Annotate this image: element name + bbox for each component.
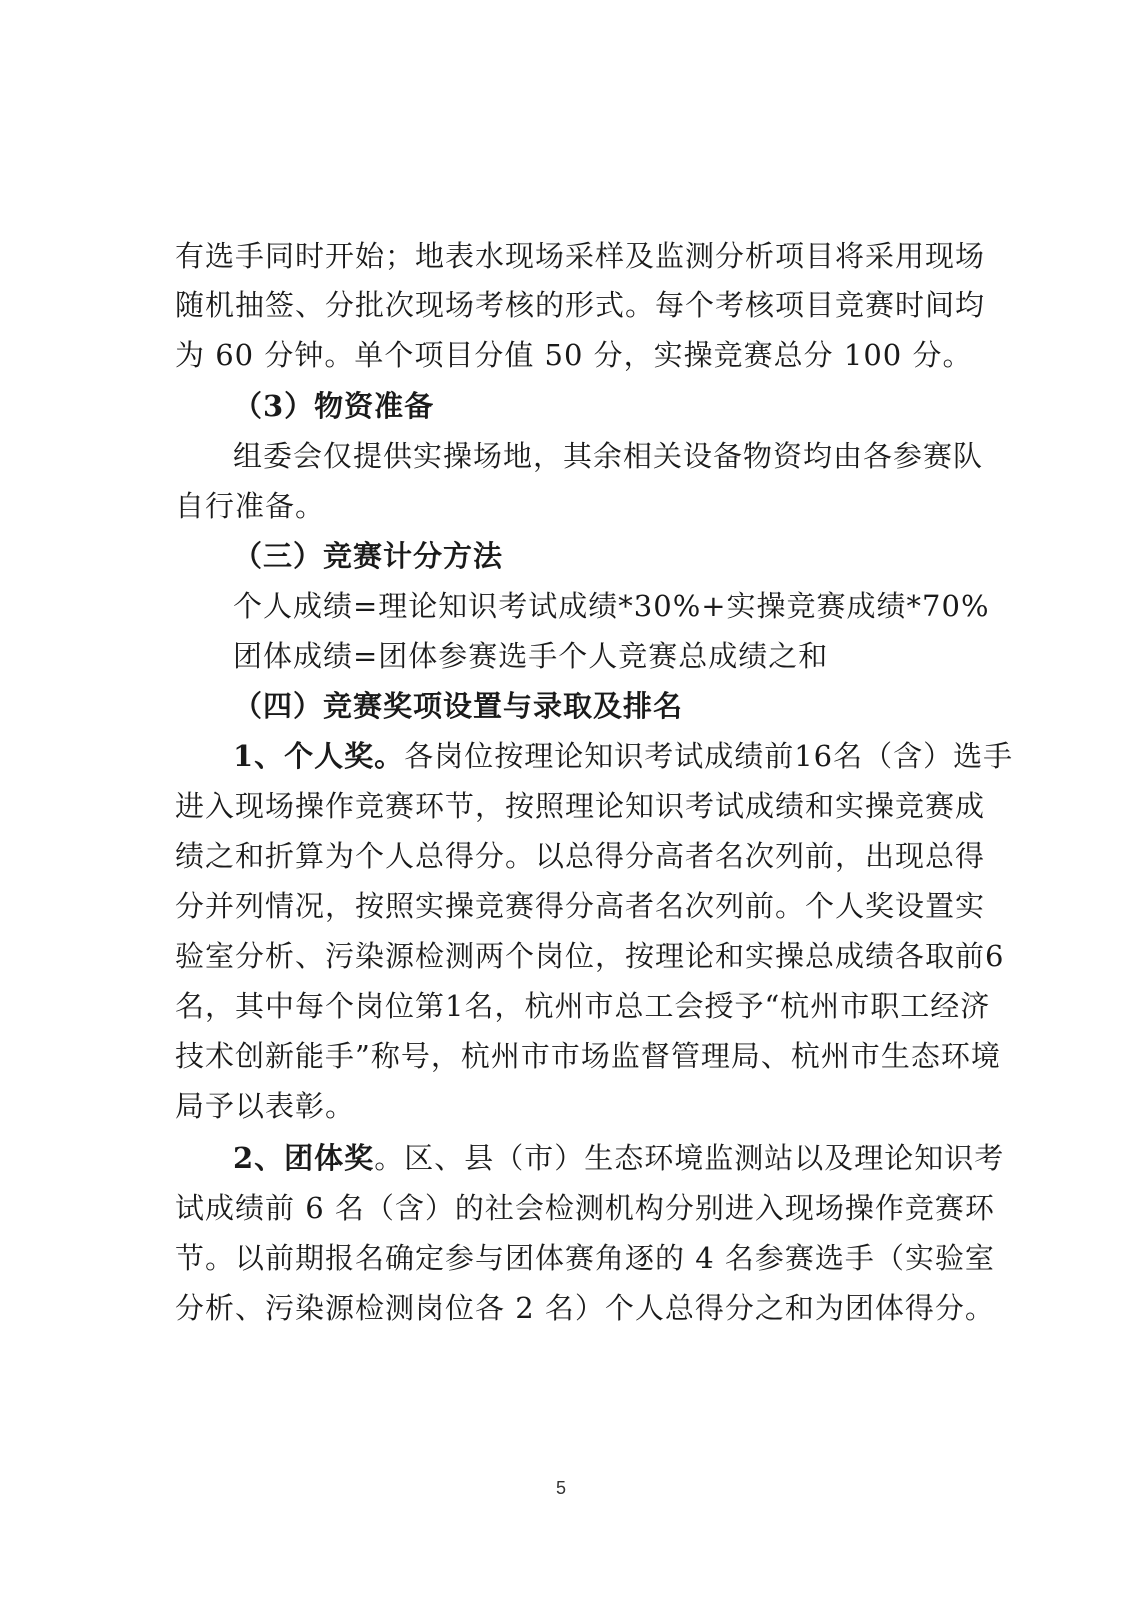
award-individual-label: 1、个人奖。 bbox=[233, 739, 405, 773]
award-individual-line4: 分并列情况，按照实操竞赛得分高者名次列前。个人奖设置实 bbox=[175, 889, 986, 923]
award-team-line4: 分析、污染源检测岗位各 2 名）个人总得分之和为团体得分。 bbox=[175, 1291, 995, 1325]
award-team-line1 bbox=[233, 1140, 1004, 1176]
para-materials-line1: 组委会仅提供实操场地，其余相关设备物资均由各参赛队 bbox=[233, 439, 984, 473]
scoring-individual: 个人成绩=理论知识考试成绩*30%+实操竞赛成绩*70% bbox=[233, 589, 990, 623]
award-individual-line6: 名，其中每个岗位第1名，杭州市总工会授予“杭州市职工经济 bbox=[175, 989, 991, 1023]
award-individual-line1-text: 各岗位按理论知识考试成绩前16名（含）选手 bbox=[404, 739, 1014, 773]
award-team-line1-text: 。区、县（市）生态环境监测站以及理论知识考 bbox=[374, 1141, 1005, 1175]
award-team-line2: 试成绩前 6 名（含）的社会检测机构分别进入现场操作竞赛环 bbox=[175, 1191, 995, 1225]
para1-line2: 随机抽签、分批次现场考核的形式。每个考核项目竞赛时间均 bbox=[175, 288, 986, 322]
award-individual-line7: 技术创新能手”称号，杭州市市场监督管理局、杭州市生态环境 bbox=[175, 1039, 1001, 1073]
heading-awards: （四）竞赛奖项设置与录取及排名 bbox=[233, 689, 684, 723]
heading-materials: （3）物资准备 bbox=[233, 389, 435, 423]
scoring-team: 团体成绩=团体参赛选手个人竞赛总成绩之和 bbox=[233, 639, 829, 673]
heading-scoring: （三）竞赛计分方法 bbox=[233, 539, 504, 573]
para1-line1: 有选手同时开始；地表水现场采样及监测分析项目将采用现场 bbox=[175, 239, 986, 273]
page-number: 5 bbox=[556, 1478, 567, 1498]
award-individual-line5: 验室分析、污染源检测两个岗位，按理论和实操总成绩各取前6 bbox=[175, 939, 1005, 973]
award-individual-line2: 进入现场操作竞赛环节，按照理论知识考试成绩和实操竞赛成 bbox=[175, 789, 986, 823]
para-materials-line2: 自行准备。 bbox=[175, 489, 326, 523]
para1-line3: 为 60 分钟。单个项目分值 50 分，实操竞赛总分 100 分。 bbox=[175, 338, 973, 372]
award-team-label: 2、团体奖 bbox=[233, 1141, 375, 1175]
award-team-line3: 节。以前期报名确定参与团体赛角逐的 4 名参赛选手（实验室 bbox=[175, 1241, 995, 1275]
award-individual-line8: 局予以表彰。 bbox=[175, 1089, 356, 1123]
award-individual-line1 bbox=[233, 738, 1013, 774]
award-individual-line3: 绩之和折算为个人总得分。以总得分高者名次列前，出现总得 bbox=[175, 839, 986, 873]
